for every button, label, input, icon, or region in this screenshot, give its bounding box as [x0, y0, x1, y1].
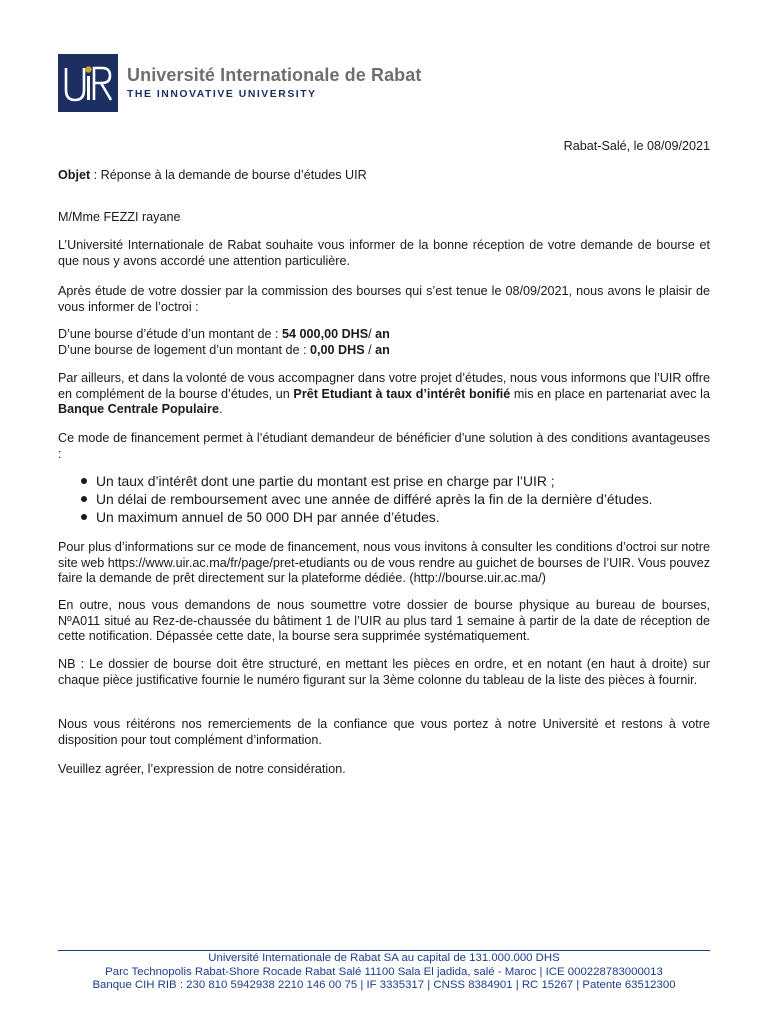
- loan-product-name: Prêt Etudiant à taux d’intérêt bonifié: [293, 386, 511, 401]
- list-item-text: Un taux d’intérêt dont une partie du montant est prise en charge par l’UIR ;: [96, 473, 555, 489]
- footer-line-bank: Banque CIH RIB : 230 810 5942938 2210 146 00 75 | IF 3335317 | CNSS 8384901 | RC 15267 | Patente 63512300: [92, 979, 676, 992]
- salutation: M/Mme FEZZI rayane: [58, 210, 181, 224]
- grant-housing-sep: /: [364, 343, 376, 357]
- closing-line: Veuillez agréer, l’expression de notre considération.: [58, 762, 346, 776]
- subject-label: Objet: [58, 168, 91, 182]
- footer: [40, 952, 728, 993]
- loan-text-1: Par ailleurs, et dans la volonté de vous accompagner dans votre projet d’études, nous vous informons que l’UIR offre en complément de la bourse d’études, un: [58, 371, 710, 401]
- uir-logo-mark: [58, 54, 118, 112]
- paragraph-thanks: Nous vous réitérons nos remerciements de la confiance que vous portez à notre Université et restons à votre disposition pour tout complément d’information.: [58, 717, 710, 747]
- list-item-text: Un délai de remboursement avec une année de différé après la fin de la dernière d’études.: [96, 491, 653, 507]
- grant-housing-label: D’une bourse de logement d’un montant de :: [58, 343, 311, 357]
- paragraph-nb: NB : Le dossier de bourse doit être structuré, en mettant les pièces en ordre, et en notant (en haut à droite) sur chaque pièce justificative fournie le numéro figurant sur la 3ème colonne du tableau de la liste des pièces à fournir.: [58, 657, 710, 687]
- paragraph-financing: Ce mode de financement permet à l’étudiant demandeur de bénéficier d’une solution à des conditions avantageuses :: [58, 431, 710, 461]
- bank-name: Banque Centrale Populaire: [58, 402, 219, 417]
- loan-text-3: .: [218, 402, 223, 417]
- grant-study-sep: /: [368, 327, 376, 341]
- loan-text-2: mis en place en partenariat avec la: [510, 386, 710, 401]
- paragraph-reception: L’Université Internationale de Rabat souhaite vous informer de la bonne réception de votre demande de bourse et que nous y avons accordé une attention particulière.: [58, 238, 710, 268]
- bullet-icon: [81, 496, 87, 502]
- footer-line-address: Parc Technopolis Rabat-Shore Rocade Rabat Salé 11100 Sala El jadida, salé - Maroc | ICE 000228783000013: [105, 965, 663, 978]
- paragraph-submission: En outre, nous vous demandons de nous soumettre votre dossier de bourse physique au bureau de bourses, NºA011 situé au Rez-de-chaussée du bâtiment 1 de l’UIR au plus tard 1 semaine à partir de la date de réception de cette notification. Dépassée cette date, la bourse sera supprimée systématiquement.: [58, 598, 710, 644]
- advantages-list: [78, 472, 718, 526]
- paragraph-loan: [58, 371, 710, 418]
- list-item: [78, 472, 718, 490]
- footer-line-company: Université Internationale de Rabat SA au capital de 131.000.000 DHS: [208, 952, 560, 964]
- list-item: [78, 508, 718, 526]
- grant-study: [58, 327, 710, 343]
- grant-study-amount: 54 000,00 DHS: [282, 327, 369, 341]
- subject-text: : Réponse à la demande de bourse d’études UIR: [90, 168, 367, 182]
- uir-logo: [58, 54, 118, 112]
- footer-divider: [58, 950, 710, 951]
- grant-study-label: D’une bourse d’étude d’un montant de :: [58, 327, 283, 341]
- grant-housing: [58, 343, 710, 359]
- bullet-icon: [81, 478, 87, 484]
- date-line: Rabat-Salé, le 08/09/2021: [563, 139, 710, 153]
- paragraph-more-info: Pour plus d’informations sur ce mode de financement, nous vous invitons à consulter les conditions d’octroi sur notre site web https://www.uir.ac.ma/fr/page/pret-etudiants ou de vous rendre au guichet de bourses de l’UIR. Vous pouvez faire la demande de prêt directement sur la plateforme dédiée. (http://bourse.uir.ac.ma/): [58, 540, 710, 586]
- letterhead: [58, 54, 421, 112]
- list-item: [78, 490, 718, 508]
- subject-line: [58, 168, 710, 184]
- grant-housing-amount: 0,00 DHS: [310, 343, 365, 357]
- paragraph-commission: Après étude de votre dossier par la commission des bourses qui s’est tenue le 08/09/2021, nous avons le plaisir de vous informer de l’octroi :: [58, 284, 710, 314]
- list-item-text: Un maximum annuel de 50 000 DH par année d’études.: [96, 509, 440, 525]
- grant-housing-unit: an: [375, 343, 390, 357]
- grant-study-unit: an: [375, 327, 390, 341]
- university-name: Université Internationale de Rabat: [127, 64, 422, 85]
- bullet-icon: [81, 514, 87, 520]
- university-tagline: THE INNOVATIVE UNIVERSITY: [127, 88, 317, 100]
